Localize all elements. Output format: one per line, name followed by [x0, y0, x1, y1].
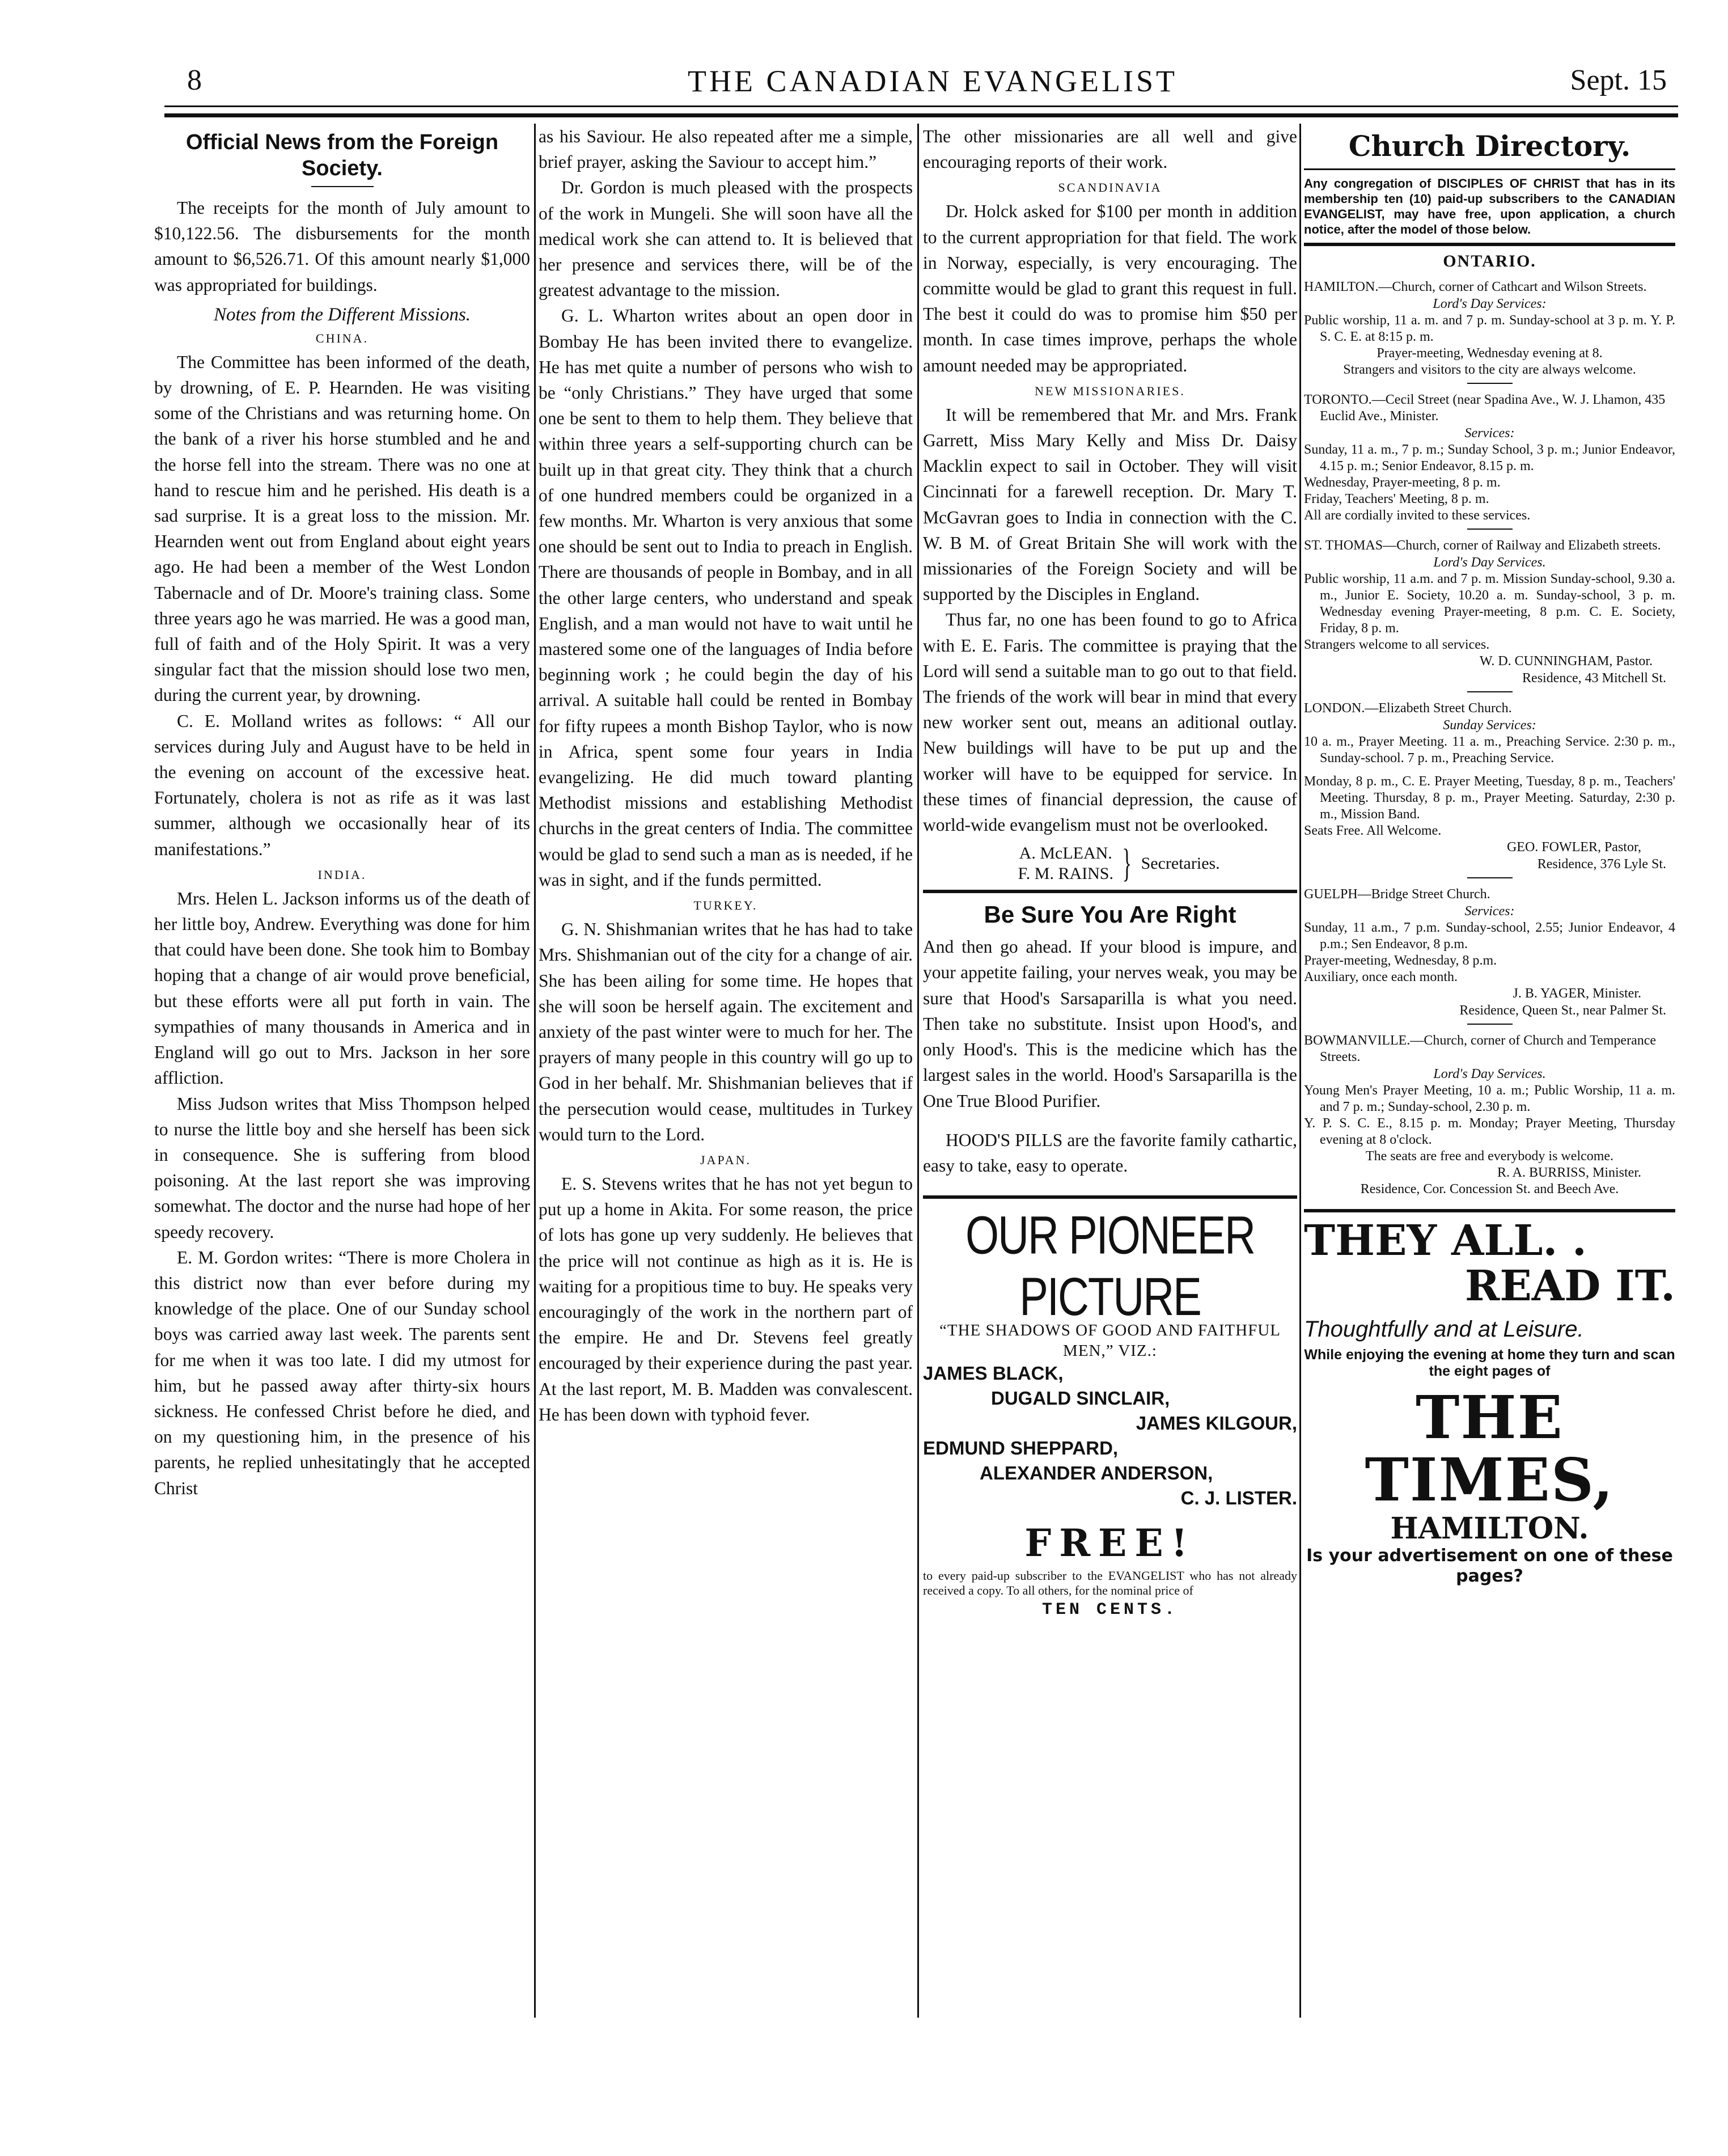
column-1	[154, 124, 530, 2012]
services-heading: Lord's Day Services:	[1433, 297, 1547, 311]
column-divider	[917, 124, 919, 2018]
city-name: TORONTO.	[1304, 392, 1372, 407]
masthead-rule-thin	[164, 105, 1678, 107]
brace-glyph: }	[1122, 842, 1132, 886]
free-banner: FREE!	[1024, 1521, 1196, 1566]
directory-intro: Any congregation of DISCIPLES OF CHRIST that has in its membership ten (10) paid-up subscribers to the CANADIAN EVANGELIST, may have free, upon application, a church notice, after the model of those below.	[1304, 176, 1675, 236]
church-location: —Bridge Street Church.	[1357, 887, 1490, 902]
service-line: Y. P. S. C. E., 8.15 p. m. Monday; Prayer Meeting, Thursday evening at 8 o'clock.	[1304, 1116, 1675, 1147]
service-line: Public worship, 11 a.m. and 7 p. m. Mission Sunday-school, 9.30 a. m., Junior E. Society, 10.20 a. m. Sunday-school, 3 p. m. Wednesday evening Prayer-meeting, 8 p.m. C. E. Society, Friday, 8 p. m.	[1304, 572, 1675, 636]
ad-city: HAMILTON.	[1390, 1511, 1589, 1546]
paragraph: The Committee has been informed of the death, by drowning, of E. P. Hearnden. He was visiting some of the Christians and was returning home. On the bank of a river his horse stumbled and he and the horse fell into the stream. There was no one at hand to rescue him and he perished. His death is a sad surprise. It is a great loss to the mission. Mr. Hearnden went out from England about eight years ago. He had been a member of the West London Tabernacle and of Dr. Moore's training class. Some three years ago he was married. He was a good man, full of faith and of the Holy Spirit. It was a very singular fact that the mission should lose two men, during the current year, by drowning.	[154, 352, 530, 705]
divider	[1304, 1209, 1675, 1212]
paragraph: Miss Judson writes that Miss Thompson helped to nurse the little boy and she herself has been sick in consequence. She is suffering from blood poisoning. At the last report she was improving somewhat. The doctor and the nurse had hope of her speedy recovery.	[154, 1093, 530, 1242]
service-line: Seats Free. All Welcome.	[1304, 823, 1442, 838]
divider	[1467, 529, 1513, 530]
church-entry	[1304, 392, 1675, 425]
service-line: Public worship, 11 a. m. and 7 p. m. Sunday-school at 3 p. m. Y. P. S. C. E. at 8:15 p. m.	[1304, 313, 1675, 344]
divider	[923, 1195, 1297, 1199]
pioneer-name: JAMES BLACK,	[923, 1363, 1064, 1384]
church-entry	[1304, 1033, 1675, 1066]
residence: Residence, 43 Mitchell St.	[1522, 671, 1666, 686]
divider	[1467, 1024, 1513, 1025]
pastor-name: J. B. YAGER, Minister.	[1513, 986, 1641, 1001]
paragraph: Dr. Gordon is much pleased with the prospects of the work in Mungeli. She will soon have all the medical work she can attend to. It is believed that her presence and services there, will be of the greatest advantage to the mission.	[539, 177, 913, 301]
service-line: The seats are free and everybody is welcome.	[1365, 1149, 1614, 1164]
signature-role: Secretaries.	[1141, 854, 1220, 873]
paragraph: Mrs. Helen L. Jackson informs us of the death of her little boy, Andrew. Everything was done for him that could have been done. She took him to Bombay hoping that a change of air would prove beneficial, but these efforts were all put forth in vain. The sympathies of many thousands in America and in England will go out to Mrs. Jackson in her sore affliction.	[154, 888, 530, 1088]
church-location: —Church, corner of Church and Temperance Streets.	[1320, 1033, 1657, 1064]
ad-subheading: “THE SHADOWS OF GOOD AND FAITHFUL MEN,” VIZ.:	[939, 1321, 1281, 1360]
service-line: Prayer-meeting, Wednesday, 8 p.m.	[1304, 953, 1497, 968]
newspaper-title: THE CANADIAN EVANGELIST	[688, 64, 1178, 98]
church-entry	[1304, 279, 1675, 295]
ad-headline: Be Sure You Are Right	[984, 901, 1236, 928]
section-heading: TURKEY.	[693, 898, 758, 913]
church-entry	[1304, 538, 1675, 554]
ad-headline: THEY ALL. .	[1304, 1216, 1587, 1265]
paragraph: It will be remembered that Mr. and Mrs. Frank Garrett, Miss Mary Kelly and Miss Dr. Daisy Macklin expect to sail in October. They will visit Cincinnati for a farewell reception. Dr. Mary T. McGavran goes to India in connection with the C. W. B M. of Great Britain She will work with the missionaries of the Foreign Society and will be supported by the Disciples in England.	[923, 404, 1297, 604]
church-location: —Elizabeth Street Church.	[1365, 701, 1512, 716]
service-line: Sunday, 11 a.m., 7 p.m. Sunday-school, 2.55; Junior Endeavor, 4 p.m.; Sen Endeavor, 8 p.m.	[1304, 920, 1675, 952]
column-3	[923, 124, 1297, 2012]
paragraph: G. L. Wharton writes about an open door in Bombay He has been invited there to evangelize. He has met quite a number of persons who wish to be “only Christians.” They have urged that some one be sent to them to help them. They believe that within three years a self-supporting church can be built up in that great city. They think that a church of one hundred members could be organized in a few months. Mr. Wharton is very anxious that some one should be sent out to India to preach in English. There are thousands of people in Bombay, and in all the other large centers, who understand and speak English, and a man would not have to wait until he mastered some one of the languages of India before beginning work ; he could begin the day of his arrival. A suitable hall could be rented in Bombay for fifty rupees a month Bishop Taylor, who is now in Africa, spent some four years in India evangelizing. He did much toward planting Methodist missions and establishing Methodist churchs in the great centers of India. The committee would be glad to send such a man as is needed, if he was in sight, and if the funds permitted.	[539, 306, 913, 890]
paragraph: The other missionaries are all well and give encouraging reports of their work.	[923, 126, 1297, 172]
services-heading: Lord's Day Services.	[1433, 1067, 1546, 1081]
ad-text: HOOD'S PILLS are the favorite family cathartic, easy to take, easy to operate.	[923, 1130, 1297, 1176]
signature-block	[923, 843, 1297, 884]
page-number: 8	[187, 64, 202, 96]
pioneer-name: JAMES KILGOUR,	[1136, 1413, 1297, 1434]
divider	[1304, 243, 1675, 246]
article-headline: Official News from the Foreign Society.	[185, 130, 499, 180]
section-heading: JAPAN.	[700, 1152, 751, 1167]
service-line: Strangers and visitors to the city are always welcome.	[1343, 362, 1636, 377]
paragraph: Thus far, no one has been found to go to Africa with E. E. Faris. The committee is praying that the Lord will send a suitable man to go out to that field. The friends of the work will bear in mind that every new worker sent out, means an aditional outlay. New buildings will have to be put up and the worker will have to be equipped for service. In these times of financial depression, the cause of world-wide evangelism must not be overlooked.	[923, 610, 1297, 835]
paragraph: E. M. Gordon writes: “There is more Cholera in this district now than ever before during my knowledge of the place. One of our Sunday school boys was carried away last week. The parents sent for me when it was too late. I did my utmost for him, but he passed away after thirty-six hours sickness. He confessed Christ before he died, and on my questioning him, in the presence of his parents, he replied unhesitatingly that he accepted Christ	[154, 1247, 530, 1498]
issue-date: Sept. 15	[1570, 64, 1667, 96]
pioneer-name: ALEXANDER ANDERSON,	[980, 1462, 1213, 1484]
service-line: Auxiliary, once each month.	[1304, 970, 1458, 984]
service-line: Prayer-meeting, Wednesday evening at 8.	[1377, 346, 1603, 361]
service-line: Monday, 8 p. m., C. E. Prayer Meeting, Tuesday, 8 p. m., Teachers' Meeting. Thursday, 8 p. m., Prayer Meeting. Saturday, 2:30 p. m., Mission Band.	[1304, 774, 1675, 822]
divider	[923, 890, 1297, 893]
service-line: Friday, Teachers' Meeting, 8 p. m.	[1304, 492, 1489, 506]
section-heading: SCANDINAVIA	[1058, 180, 1162, 195]
services-heading: Services:	[1464, 904, 1515, 919]
pastor-name: R. A. BURRISS, Minister.	[1497, 1165, 1641, 1180]
city-name: HAMILTON.	[1304, 280, 1379, 294]
paragraph: The receipts for the month of July amount to $10,122.56. The disbursements for the month amount to $6,526.71. Of this amount nearly $1,000 was appropriated for buildings.	[154, 198, 530, 295]
paragraph: E. S. Stevens writes that he has not yet begun to put up a home in Akita. For some reason, the price of lots has gone up very suddenly. He believes that the price will not continue as high as it is. He is waiting for a propitious time to buy. He speaks very encouragingly of the work in the northern part of the empire. He and Dr. Stevens feel greatly encouraged by their experience during the past year. At the last report, M. B. Madden was convalescent. He has been down with typhoid fever.	[539, 1173, 913, 1424]
divider	[311, 186, 374, 187]
service-line: All are cordially invited to these services.	[1304, 508, 1531, 523]
divider	[1304, 168, 1675, 170]
city-name: LONDON.	[1304, 701, 1365, 716]
ad-question: Is your advertisement on one of these pages?	[1306, 1546, 1673, 1586]
ad-tagline: Thoughtfully and at Leisure.	[1304, 1317, 1584, 1342]
service-line: 10 a. m., Prayer Meeting. 11 a. m., Preaching Service. 2:30 p. m., Sunday-school. 7 p. m., Preaching Service.	[1304, 734, 1675, 766]
directory-title: Church Directory.	[1348, 129, 1631, 163]
masthead-rule-thick	[164, 113, 1678, 117]
divider	[1467, 383, 1513, 384]
service-line: Strangers welcome to all services.	[1304, 637, 1490, 652]
column-2	[539, 124, 913, 2012]
subheading: Notes from the Different Missions.	[213, 304, 471, 325]
church-entry	[1304, 700, 1675, 717]
section-heading: INDIA.	[317, 867, 367, 882]
church-entry	[1304, 886, 1675, 903]
city-name: ST. THOMAS	[1304, 538, 1383, 553]
city-name: BOWMANVILLE.	[1304, 1033, 1411, 1048]
paragraph: Dr. Holck asked for $100 per month in addition to the current appropriation for that field. The work in Norway, especially, is very encouraging. The committe would be glad to grant this request in full. The best it could do was to promise him $50 per month. In case times improve, perhaps the whole amount needed may be appropriated.	[923, 201, 1297, 375]
paragraph: C. E. Molland writes as follows: “ All our services during July and August have to be held in the evening on account of the excessive heat. Fortunately, cholera is not as rife as it was last summer, although we occasionally hear of its manifestations.”	[154, 711, 530, 859]
section-heading: NEW MISSIONARIES.	[1035, 383, 1185, 398]
pastor-name: W. D. CUNNINGHAM, Pastor.	[1479, 654, 1653, 669]
services-heading: Sunday Services:	[1443, 718, 1536, 733]
pioneer-name: DUGALD SINCLAIR,	[991, 1388, 1170, 1409]
section-heading: CHINA.	[315, 331, 369, 345]
masthead	[187, 64, 1678, 109]
paragraph: as his Saviour. He also repeated after me a simple, brief prayer, asking the Saviour to accept him.”	[539, 126, 913, 172]
church-location: —Church, corner of Cathcart and Wilson Streets.	[1378, 280, 1647, 294]
divider	[1467, 877, 1513, 878]
ad-text: to every paid-up subscriber to the EVANGELIST who has not already received a copy. To all others, for the nominal price of	[923, 1569, 1297, 1598]
column-divider	[534, 124, 536, 2018]
city-name: GUELPH	[1304, 887, 1358, 902]
signature-name: F. M. RAINS.	[1018, 864, 1113, 883]
services-heading: Services:	[1464, 426, 1515, 441]
paragraph: G. N. Shishmanian writes that he has had to take Mrs. Shishmanian out of the city for a change of air. She has been ailing for some time. He hopes that she will soon be herself again. The excitement and anxiety of the past winter were to much for her. The prayers of many people in this country will go up to God in her behalf. Mr. Shishmanian believes that if the persecution would cease, multitudes in Turkey would turn to the Lord.	[539, 919, 913, 1144]
pastor-name: GEO. FOWLER, Pastor,	[1506, 840, 1641, 855]
ad-text: While enjoying the evening at home they turn and scan the eight pages of	[1304, 1347, 1675, 1379]
column-divider	[1299, 124, 1301, 2018]
ad-headline: OUR PIONEER PICTURE	[965, 1205, 1255, 1328]
church-location: —Church, corner of Railway and Elizabeth streets.	[1383, 538, 1661, 553]
church-location: —Cecil Street (near Spadina Ave., W. J. Lhamon, 435 Euclid Ave., Minister.	[1320, 392, 1666, 424]
service-line: Sunday, 11 a. m., 7 p. m.; Sunday School, 3 p. m.; Junior Endeavor, 4.15 p. m.; Senior Endeavor, 8.15 p. m.	[1304, 442, 1675, 474]
pioneer-name: C. J. LISTER.	[1180, 1487, 1297, 1509]
column-4	[1304, 124, 1675, 2012]
province-heading: ONTARIO.	[1443, 252, 1536, 270]
residence: Residence, 376 Lyle St.	[1537, 857, 1666, 872]
residence: Residence, Cor. Concession St. and Beech Ave.	[1360, 1182, 1619, 1197]
ad-brand: THE TIMES,	[1365, 1383, 1615, 1515]
divider	[1467, 691, 1513, 692]
ad-text: And then go ahead. If your blood is impure, and your appetite failing, your nerves weak, you may be sure that Hood's Sarsaparilla is what you need. Then take no substitute. Insist upon Hood's, and only Hood's. This is the medicine which has the largest sales in the world. Hood's Sarsaparilla is the One True Blood Purifier.	[923, 937, 1297, 1111]
pioneer-name: EDMUND SHEPPARD,	[923, 1438, 1119, 1459]
service-line: Wednesday, Prayer-meeting, 8 p. m.	[1304, 475, 1501, 490]
residence: Residence, Queen St., near Palmer St.	[1459, 1003, 1666, 1018]
price-text: TEN CENTS.	[1041, 1600, 1179, 1620]
signature-name: A. McLEAN.	[1019, 844, 1112, 863]
service-line: Young Men's Prayer Meeting, 10 a. m.; Public Worship, 11 a. m. and 7 p. m.; Sunday-school, 2.30 p. m.	[1304, 1083, 1675, 1114]
ad-headline: READ IT.	[1464, 1262, 1675, 1310]
services-heading: Lord's Day Services.	[1433, 555, 1546, 570]
